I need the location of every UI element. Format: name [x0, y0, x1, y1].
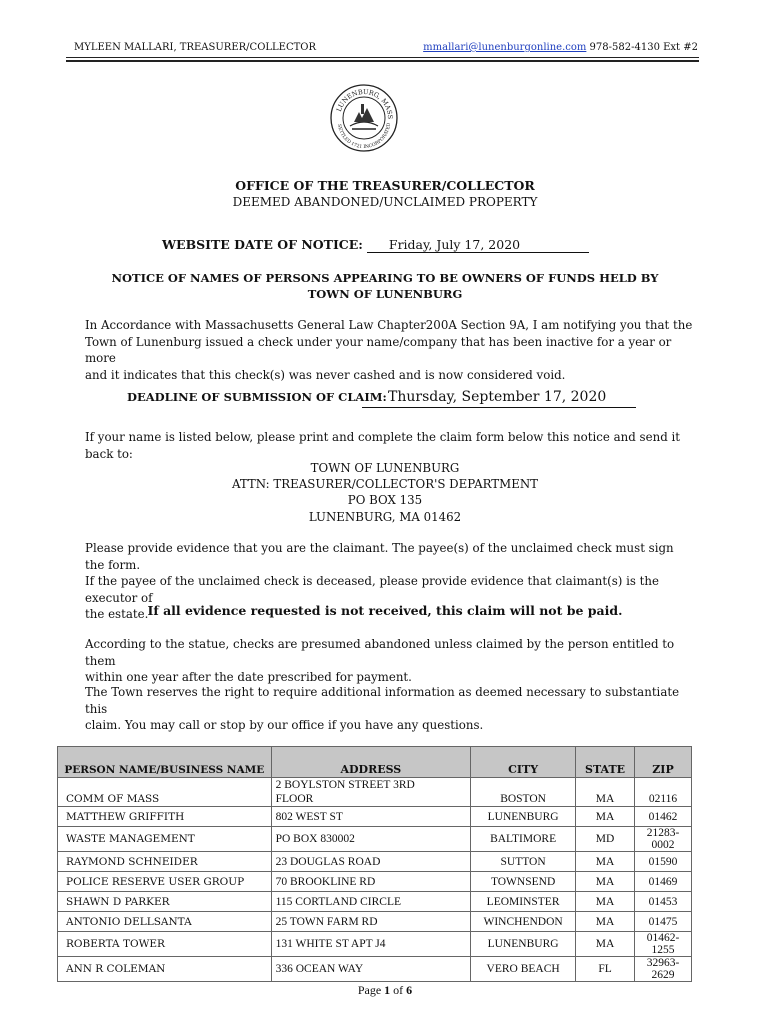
cell-city: BOSTON [471, 778, 576, 807]
cell-state: MA [576, 932, 635, 957]
address-line: FLOOR [275, 793, 314, 805]
table-row [58, 852, 692, 872]
cell-state: MA [576, 912, 635, 932]
table-row [58, 827, 692, 852]
page-number [0, 983, 770, 998]
website-notice-date [162, 237, 589, 253]
cell-zip: 01475 [635, 912, 692, 932]
cell-address: 336 OCEAN WAY [271, 957, 471, 982]
table-row [58, 778, 692, 807]
statute-line: within one year after the date prescribed for payment. [85, 670, 412, 684]
page-prefix: Page [357, 983, 385, 997]
instruction-paragraph: If your name is listed below, please print and complete the claim form below this notice and send it back to: [85, 430, 681, 461]
cell-name: ANN R COLEMAN [58, 957, 272, 982]
office-subtitle: DEEMED ABANDONED/UNCLAIMED PROPERTY [232, 195, 538, 209]
evidence-warning: If all evidence requested is not received, this claim will not be paid. [147, 603, 623, 618]
cell-name: MATTHEW GRIFFITH [58, 807, 272, 827]
page-of: of [390, 983, 407, 997]
cell-zip: 01590 [635, 852, 692, 872]
unclaimed-property-table [57, 746, 692, 982]
header-rule-thin [66, 57, 699, 58]
cell-zip: 32963-2629 [635, 957, 692, 982]
table-row [58, 932, 692, 957]
cell-name: COMM OF MASS [58, 778, 272, 807]
cell-state: MA [576, 892, 635, 912]
cell-state: FL [576, 957, 635, 982]
cell-city: BALTIMORE [471, 827, 576, 852]
col-header-state: STATE [576, 747, 635, 778]
cell-address: 131 WHITE ST APT J4 [271, 932, 471, 957]
intro-line: and it indicates that this check(s) was never cashed and is now considered void. [85, 367, 566, 382]
col-header-zip: ZIP [635, 747, 692, 778]
office-title: OFFICE OF THE TREASURER/COLLECTOR [235, 178, 535, 193]
website-notice-label: WEBSITE DATE OF NOTICE: [162, 237, 363, 252]
reserve-paragraph [85, 684, 695, 734]
cell-zip: 21283-0002 [635, 827, 692, 852]
cell-name: WASTE MANAGEMENT [58, 827, 272, 852]
cell-state: MA [576, 852, 635, 872]
address-line: TOWN OF LUNENBURG [310, 461, 460, 475]
cell-state: MD [576, 827, 635, 852]
notice-heading-line2: TOWN OF LUNENBURG [307, 287, 463, 301]
page-current: 1 [384, 983, 391, 997]
evidence-line: If the payee of the unclaimed check is deceased, please provide evidence that claimant(s) is the executor of [85, 574, 659, 605]
page-header [68, 42, 698, 56]
header-contact [423, 42, 698, 53]
cell-state: MA [576, 807, 635, 827]
mailing-address [0, 460, 770, 525]
statute-paragraph [85, 636, 695, 686]
table-row [58, 872, 692, 892]
address-line: ATTN: TREASURER/COLLECTOR'S DEPARTMENT [231, 477, 539, 492]
cell-zip: 02116 [635, 778, 692, 807]
reserve-line: claim. You may call or stop by our office if you have any questions. [85, 718, 484, 732]
cell-city: TOWNSEND [471, 872, 576, 892]
table-row [58, 912, 692, 932]
town-seal-icon [328, 82, 400, 154]
cell-address [271, 778, 471, 807]
cell-city: LUNENBURG [471, 807, 576, 827]
cell-zip: 01469 [635, 872, 692, 892]
intro-paragraph [85, 317, 695, 383]
cell-zip: 01462-1255 [635, 932, 692, 957]
cell-name: RAYMOND SCHNEIDER [58, 852, 272, 872]
cell-name: SHAWN D PARKER [58, 892, 272, 912]
table-header-row [58, 747, 692, 778]
deadline-label: DEADLINE OF SUBMISSION OF CLAIM: [127, 390, 387, 404]
header-rule-thick [66, 60, 699, 62]
email-link[interactable]: mmallari@lunenburgonline.com [423, 42, 587, 53]
col-header-city: CITY [471, 747, 576, 778]
cell-name: POLICE RESERVE USER GROUP [58, 872, 272, 892]
notice-heading-line1: NOTICE OF NAMES OF PERSONS APPEARING TO BE OWNERS OF FUNDS HELD BY [111, 271, 659, 285]
page-total: 6 [406, 983, 413, 997]
cell-address: 70 BROOKLINE RD [271, 872, 471, 892]
cell-address: 23 DOUGLAS ROAD [271, 852, 471, 872]
cell-city: LUNENBURG [471, 932, 576, 957]
table-row [58, 957, 692, 982]
cell-city: WINCHENDON [471, 912, 576, 932]
website-notice-value: Friday, July 17, 2020 [367, 237, 589, 253]
col-header-name: PERSON NAME/BUSINESS NAME [58, 747, 272, 778]
cell-name: ROBERTA TOWER [58, 932, 272, 957]
cell-zip: 01462 [635, 807, 692, 827]
cell-address: 115 CORTLAND CIRCLE [271, 892, 471, 912]
notice-heading [0, 270, 770, 302]
table-row [58, 892, 692, 912]
evidence-line: Please provide evidence that you are the claimant. The payee(s) of the unclaimed check must sign the form. [85, 541, 674, 572]
table-row [58, 807, 692, 827]
address-line: LUNENBURG, MA 01462 [308, 509, 462, 524]
col-header-address: ADDRESS [271, 747, 471, 778]
cell-address: PO BOX 830002 [271, 827, 471, 852]
reserve-line: The Town reserves the right to require additional information as deemed necessary to substantiate this [85, 685, 680, 716]
header-name: MYLEEN MALLARI, TREASURER/COLLECTOR [74, 42, 317, 53]
svg-text:LUNENBURG, MASS.: LUNENBURG, MASS [334, 87, 395, 120]
cell-name: ANTONIO DELLSANTA [58, 912, 272, 932]
cell-state: MA [576, 778, 635, 807]
cell-address: 25 TOWN FARM RD [271, 912, 471, 932]
cell-zip: 01453 [635, 892, 692, 912]
statute-line: According to the statue, checks are presumed abandoned unless claimed by the person entitled to them [85, 637, 675, 668]
cell-state: MA [576, 872, 635, 892]
address-line: 2 BOYLSTON STREET 3RD [275, 779, 415, 791]
header-phone: 978-582-4130 Ext #2 [586, 42, 698, 53]
cell-city: LEOMINSTER [471, 892, 576, 912]
cell-address: 802 WEST ST [271, 807, 471, 827]
evidence-line: the estate. [85, 607, 149, 621]
deadline-value: Thursday, September 17, 2020 [362, 389, 636, 408]
intro-line: In Accordance with Massachusetts General Law Chapter200A Section 9A, I am notifying you that the [85, 318, 693, 332]
cell-city: SUTTON [471, 852, 576, 872]
address-line: PO BOX 135 [347, 493, 423, 508]
intro-line: Town of Lunenburg issued a check under your name/company that has been inactive for a year or more [85, 334, 672, 365]
svg-text:SETTLED 1721 INCORPORATED 1728: SETTLED 1721 INCORPORATED [336, 122, 393, 151]
cell-city: VERO BEACH [471, 957, 576, 982]
